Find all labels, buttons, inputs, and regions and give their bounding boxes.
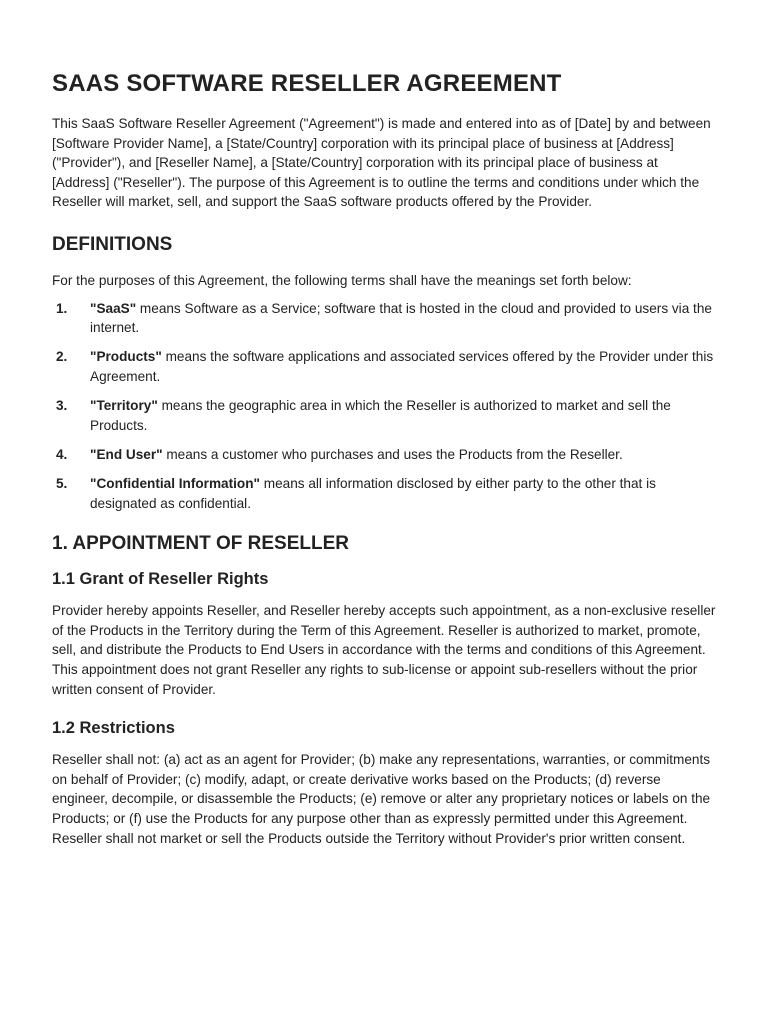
definition-item xyxy=(52,396,718,435)
definitions-heading: DEFINITIONS xyxy=(52,233,173,255)
definition-term: "Territory" xyxy=(90,398,158,414)
definition-number: 5. xyxy=(56,476,68,492)
definition-text: means the software applications and associated services offered by the Provider under this Agreement. xyxy=(90,349,714,384)
definition-term: "Confidential Information" xyxy=(90,476,260,492)
section-1-heading: 1. APPOINTMENT OF RESELLER xyxy=(52,533,349,555)
section-1-1-text: Provider hereby appoints Reseller, and Reseller hereby accepts such appointment, as a non-exclusive reseller of the Products in the Territory during the Term of this Agreement. Reseller is authorized to market, promote, sell, and distribute the Products to End Users in accordance with the terms and conditions of this Agreement. This appointment does not grant Reseller any rights to sub-license or appoint sub-resellers without the prior written consent of Provider. xyxy=(52,603,716,697)
definition-text: means Software as a Service; software that is hosted in the cloud and provided to users via the internet. xyxy=(90,300,712,336)
definition-term: "Products" xyxy=(90,349,162,365)
definition-item xyxy=(52,445,718,465)
definition-text: means the geographic area in which the Reseller is authorized to market and sell the Products. xyxy=(90,398,671,433)
definition-item xyxy=(52,474,718,513)
definition-number: 2. xyxy=(56,349,68,365)
definition-number: 3. xyxy=(56,398,68,414)
section-1-1-heading: 1.1 Grant of Reseller Rights xyxy=(52,570,269,589)
definition-text: means a customer who purchases and uses the Products from the Reseller. xyxy=(162,446,623,462)
section-1-2-heading: 1.2 Restrictions xyxy=(52,719,175,738)
definitions-list xyxy=(52,299,718,514)
definitions-lead: For the purposes of this Agreement, the following terms shall have the meanings set forth below: xyxy=(52,272,632,288)
definition-term: "SaaS" xyxy=(90,300,137,316)
definition-item xyxy=(52,299,718,338)
definition-number: 1. xyxy=(56,300,68,316)
definition-item xyxy=(52,347,718,386)
intro-paragraph: This SaaS Software Reseller Agreement ("Agreement") is made and entered into as of [Date] by and between [Software Provider Name], a [State/Country] corporation with its principal place of business at [Address] ("Provider"), and [Reseller Name], a [State/Country] corporation with its principal place of business at [Address] ("Reseller"). The purpose of this Agreement is to outline the terms and conditions under which the Reseller will market, sell, and support the SaaS software products offered by the Provider. xyxy=(52,116,711,210)
definition-text: means all information disclosed by either party to the other that is designated as confidential. xyxy=(90,476,656,511)
document-title: SAAS SOFTWARE RESELLER AGREEMENT xyxy=(52,70,562,97)
definition-number: 4. xyxy=(56,446,68,462)
section-1-2-text: Reseller shall not: (a) act as an agent for Provider; (b) make any representations, warranties, or commitments on behalf of Provider; (c) modify, adapt, or create derivative works based on the Products; (d) reverse engineer, decompile, or disassemble the Products; (e) remove or alter any proprietary notices or labels on the Products; or (f) use the Products for any purpose other than as expressly permitted under this Agreement. Reseller shall not market or sell the Products outside the Territory without Provider's prior written consent. xyxy=(52,752,711,846)
definition-term: "End User" xyxy=(90,446,163,462)
